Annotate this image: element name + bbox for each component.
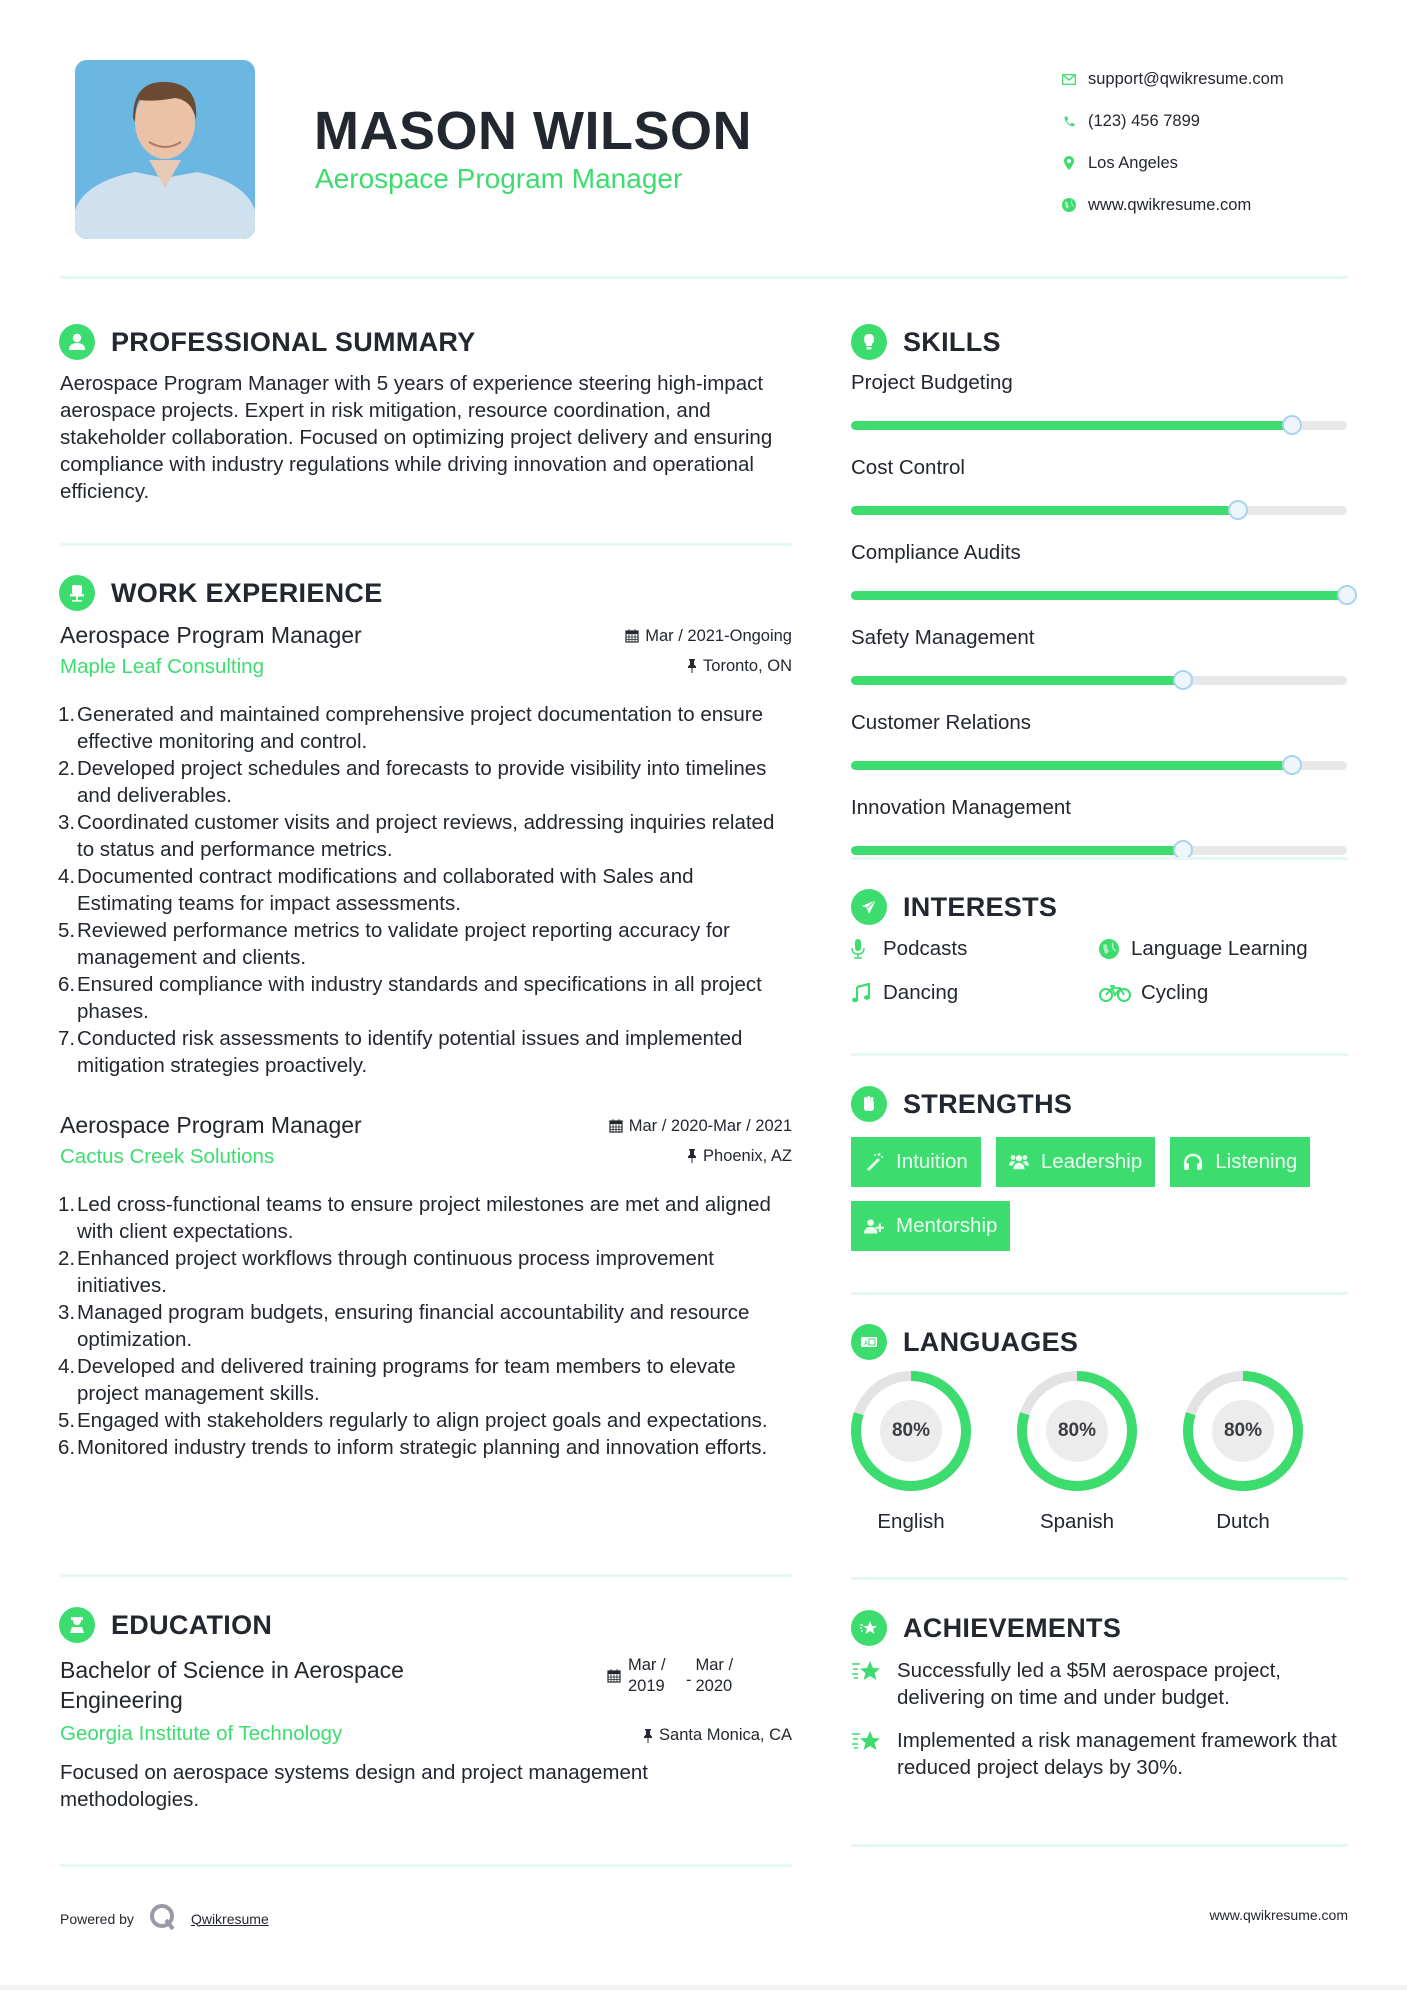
paper-plane-icon — [851, 889, 887, 925]
magic-wand-icon — [864, 1152, 884, 1172]
skill-knob — [1173, 670, 1193, 690]
header-divider — [60, 276, 1348, 279]
star-badge-icon — [851, 1610, 887, 1646]
list-item: 3. Coordinated customer visits and project reviews, addressing inquiries related to status and performance metrics. — [58, 811, 775, 861]
job-title: Aerospace Program Manager — [60, 622, 362, 648]
education-heading — [59, 1607, 272, 1643]
list-item: 2. Enhanced project workflows through continuous process improvement initiatives. — [58, 1247, 714, 1297]
globe-icon — [1099, 939, 1131, 959]
strengths-heading — [851, 1086, 1072, 1122]
list-item: 1. Led cross-functional teams to ensure project milestones are met and aligned with client expectations. — [58, 1193, 771, 1243]
shooting-star-icon — [851, 1657, 897, 1711]
skill-knob — [1282, 755, 1302, 775]
skills-divider — [851, 857, 1348, 860]
contact-phone[interactable] — [1050, 100, 1284, 142]
headphones-icon — [1183, 1152, 1203, 1172]
candidate-name: MASON WILSON — [314, 101, 752, 161]
job-entry — [60, 1112, 792, 1461]
language-item — [850, 1370, 972, 1534]
contact-email[interactable] — [1050, 58, 1284, 100]
summary-title: PROFESSIONAL SUMMARY — [111, 326, 476, 357]
job-location — [687, 657, 792, 676]
achievement-text: Successfully led a $5M aerospace project, delivering on time and under budget. — [897, 1659, 1282, 1709]
interest-label: Cycling — [1141, 981, 1209, 1004]
achievement-text: Implemented a risk management framework that reduced project delays by 30%. — [897, 1729, 1337, 1779]
pushpin-icon — [643, 1729, 653, 1743]
qwikresume-link[interactable]: Qwikresume — [190, 1910, 269, 1927]
job-bullets — [60, 1191, 792, 1461]
contact-location-text: Los Angeles — [1088, 153, 1178, 172]
skill-label: Innovation Management — [851, 796, 1071, 819]
language-icon — [851, 1324, 887, 1360]
skill-bar — [851, 676, 1347, 685]
list-item: 5. Engaged with stakeholders regularly to align project goals and expectations. — [58, 1409, 768, 1432]
bicycle-icon — [1099, 984, 1141, 1002]
users-icon — [1009, 1152, 1029, 1172]
skill-bar — [851, 591, 1347, 600]
pushpin-icon — [687, 1149, 697, 1163]
microphone-icon — [851, 939, 883, 959]
languages-heading — [851, 1324, 1078, 1360]
strength-label: Intuition — [896, 1150, 968, 1173]
language-percent: 80% — [880, 1400, 942, 1462]
svg-text:A: A — [864, 1340, 869, 1347]
skill-knob — [1228, 500, 1248, 520]
education-start: Mar / 2019 — [628, 1656, 666, 1695]
summary-text: Aerospace Program Manager with 5 years of experience steering high-impact aerospace projects. Expert in risk mitigation, resource coordination, and stakeholder collaboration. Focused on optimizing project delivery and ensuring compliance with industry regulations while driving innovation and operational efficiency. — [60, 372, 773, 503]
shooting-star-icon — [851, 1727, 897, 1781]
job-dates — [625, 627, 792, 646]
education-divider — [60, 1864, 792, 1867]
skill-item — [851, 626, 1347, 685]
school-name: Georgia Institute of Technology — [60, 1722, 343, 1745]
language-item — [1182, 1370, 1304, 1534]
contact-website-text: www.qwikresume.com — [1088, 195, 1252, 214]
achievement-item — [851, 1657, 1348, 1711]
profile-photo — [75, 60, 255, 239]
skills-title: SKILLS — [903, 326, 1001, 357]
skill-item — [851, 371, 1347, 430]
skill-label: Compliance Audits — [851, 541, 1021, 564]
list-item: 5. Reviewed performance metrics to validate project reporting accuracy for management and clients. — [58, 919, 730, 969]
calendar-icon — [607, 1669, 621, 1683]
work-divider — [60, 1574, 792, 1577]
contact-location — [1050, 142, 1284, 184]
music-note-icon — [851, 983, 883, 1003]
strengths-divider — [851, 1292, 1348, 1295]
calendar-icon — [625, 629, 639, 643]
list-item: 2. Developed project schedules and forecasts to provide visibility into timelines and deliverables. — [58, 757, 767, 807]
candidate-title: Aerospace Program Manager — [315, 163, 683, 194]
skill-bar — [851, 421, 1347, 430]
job-location-text: Phoenix, AZ — [703, 1146, 792, 1165]
lightbulb-icon — [851, 324, 887, 360]
company-name: Cactus Creek Solutions — [60, 1145, 275, 1168]
education-dates — [607, 1655, 740, 1697]
skill-item — [851, 796, 1347, 855]
pushpin-icon — [687, 659, 697, 673]
job-title: Aerospace Program Manager — [60, 1112, 362, 1138]
interest-item — [1099, 935, 1347, 963]
skill-item — [851, 711, 1347, 770]
envelope-icon — [1050, 74, 1088, 85]
list-item: 1. Generated and maintained comprehensive project documentation to ensure effective monitoring and control. — [58, 703, 764, 753]
education-location-text: Santa Monica, CA — [659, 1726, 792, 1744]
skill-label: Cost Control — [851, 456, 965, 479]
contact-website[interactable] — [1050, 184, 1284, 226]
achievement-item — [851, 1727, 1348, 1781]
education-location — [643, 1726, 792, 1745]
language-name: English — [877, 1510, 945, 1533]
contact-phone-text: (123) 456 7899 — [1088, 111, 1200, 130]
education-title: EDUCATION — [111, 1609, 273, 1640]
list-item: 6. Monitored industry trends to inform strategic planning and innovation efforts. — [58, 1436, 768, 1459]
strengths-title: STRENGTHS — [903, 1088, 1073, 1119]
interest-label: Podcasts — [883, 937, 968, 960]
job-dates-text: Mar / 2020-Mar / 2021 — [628, 1116, 792, 1135]
chair-icon — [59, 575, 95, 611]
language-percent: 80% — [1212, 1400, 1274, 1462]
education-end: Mar / 2020 — [695, 1656, 734, 1695]
language-progress-ring — [1182, 1370, 1304, 1492]
interest-label: Language Learning — [1131, 937, 1308, 960]
skill-bar — [851, 846, 1347, 855]
interest-item — [1099, 979, 1347, 1007]
education-degree: Bachelor of Science in Aerospace Engineering — [60, 1657, 404, 1713]
achievements-list — [851, 1657, 1348, 1797]
language-progress-ring — [1016, 1370, 1138, 1492]
contact-email-text: support@qwikresume.com — [1088, 69, 1284, 88]
job-location-text: Toronto, ON — [703, 656, 792, 675]
footer-website[interactable]: www.qwikresume.com — [1209, 1907, 1348, 1923]
list-item: 6. Ensured compliance with industry standards and specifications in all project phases. — [58, 973, 762, 1023]
strengths-list — [851, 1137, 1351, 1251]
list-item: 4. Developed and delivered training programs for team members to elevate project management skills. — [58, 1355, 736, 1405]
user-icon — [59, 324, 95, 360]
contact-list — [1050, 58, 1284, 226]
strength-tag — [851, 1137, 981, 1187]
achievements-title: ACHIEVEMENTS — [903, 1612, 1122, 1643]
work-heading — [59, 575, 383, 611]
graduate-icon — [59, 1607, 95, 1643]
list-item: 3. Managed program budgets, ensuring financial accountability and resource optimization. — [58, 1301, 750, 1351]
user-plus-icon — [864, 1216, 884, 1236]
languages-list — [850, 1370, 1304, 1534]
achievements-heading — [851, 1610, 1121, 1646]
skill-label: Project Budgeting — [851, 371, 1013, 394]
strength-tag — [851, 1201, 1010, 1251]
skill-item — [851, 456, 1347, 515]
calendar-icon — [609, 1119, 623, 1133]
map-pin-icon — [1050, 156, 1088, 170]
fist-icon — [851, 1086, 887, 1122]
strength-label: Leadership — [1040, 1150, 1143, 1173]
education-description: Focused on aerospace systems design and project management methodologies. — [60, 1761, 649, 1811]
footer-powered-by — [60, 1903, 269, 1934]
summary-divider — [60, 543, 792, 546]
skill-label: Customer Relations — [851, 711, 1032, 734]
skill-label: Safety Management — [851, 626, 1035, 649]
phone-icon — [1050, 115, 1088, 128]
interest-item — [851, 935, 1099, 963]
list-item: 4. Documented contract modifications and collaborated with Sales and Estimating teams for impact assessments. — [58, 865, 694, 915]
languages-divider — [851, 1577, 1348, 1580]
summary-heading — [59, 324, 476, 360]
work-title: WORK EXPERIENCE — [111, 577, 383, 608]
company-name: Maple Leaf Consulting — [60, 655, 264, 678]
achievements-divider — [851, 1844, 1348, 1847]
person-photo-icon — [75, 60, 255, 239]
job-location — [687, 1147, 792, 1166]
languages-title: LANGUAGES — [903, 1326, 1079, 1357]
interests-heading — [851, 889, 1057, 925]
skills-list — [851, 371, 1347, 881]
strength-tag — [1170, 1137, 1310, 1187]
interest-label: Dancing — [883, 981, 959, 1004]
language-percent: 80% — [1046, 1400, 1108, 1462]
strength-label: Listening — [1215, 1150, 1298, 1173]
skill-item — [851, 541, 1347, 600]
strength-tag — [996, 1137, 1155, 1187]
page-bottom-bar — [0, 1985, 1407, 1990]
globe-icon — [1050, 198, 1088, 212]
job-dates-text: Mar / 2021-Ongoing — [645, 626, 792, 645]
language-name: Spanish — [1039, 1510, 1115, 1533]
job-dates — [609, 1117, 792, 1136]
language-progress-ring — [850, 1370, 972, 1492]
interests-title: INTERESTS — [903, 891, 1058, 922]
interest-item — [851, 979, 1099, 1007]
interests-divider — [851, 1053, 1348, 1056]
language-item — [1016, 1370, 1138, 1534]
powered-by-label: Powered by — [60, 1910, 134, 1927]
language-name: Dutch — [1216, 1510, 1270, 1533]
skill-knob — [1337, 585, 1357, 605]
job-entry — [60, 622, 792, 1079]
qwikresume-logo-icon — [149, 1903, 177, 1934]
list-item: 7. Conducted risk assessments to identify potential issues and implemented mitigation strategies proactively. — [58, 1027, 743, 1077]
skills-heading — [851, 324, 1001, 360]
skill-knob — [1282, 415, 1302, 435]
skill-bar — [851, 761, 1347, 770]
skill-bar — [851, 506, 1347, 515]
date-separator: - — [686, 1670, 692, 1689]
interests-list — [851, 935, 1347, 1007]
strength-label: Mentorship — [896, 1214, 998, 1237]
job-bullets — [60, 701, 792, 1079]
